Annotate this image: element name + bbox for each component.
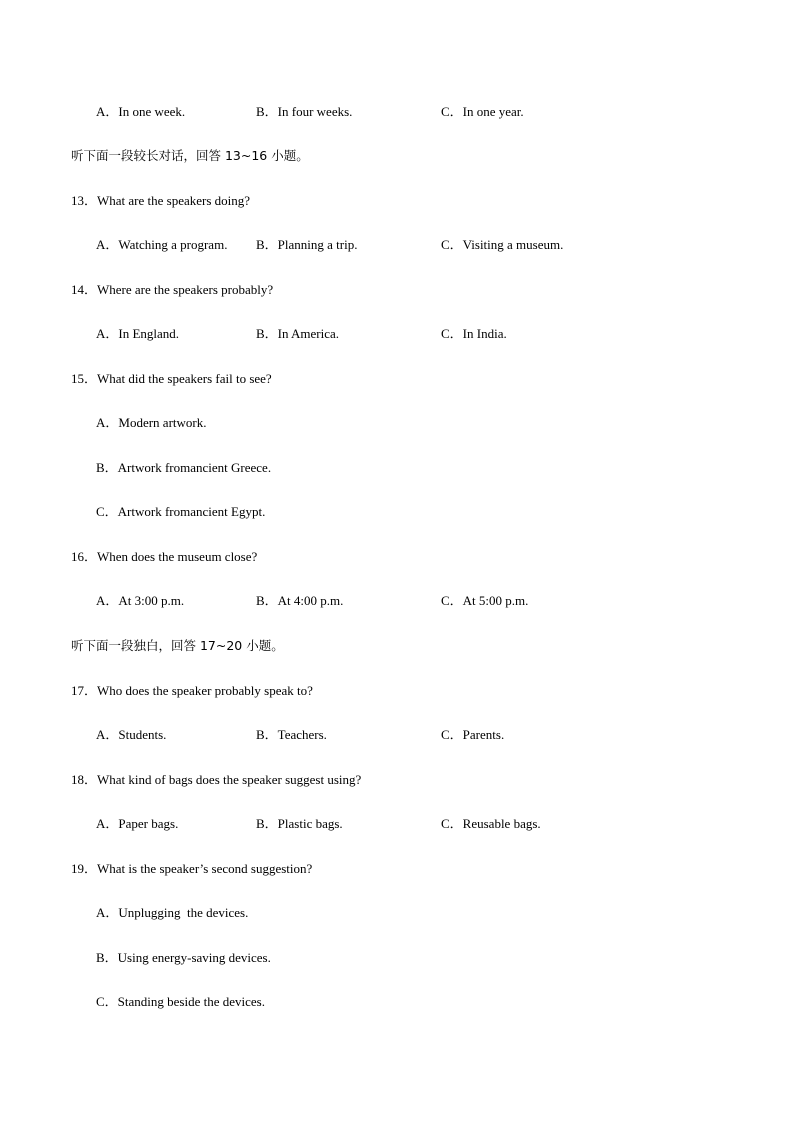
option-b: B．In America. <box>256 326 340 341</box>
option-a: A．Paper bags. <box>96 816 179 831</box>
question-17: 17．Who does the speaker probably speak to? <box>71 683 313 698</box>
question-18: 18．What kind of bags does the speaker suggest using? <box>71 772 362 787</box>
options-row-q14 <box>0 324 794 344</box>
option-c: C．In India. <box>441 326 507 341</box>
option-b: B．Plastic bags. <box>256 816 343 831</box>
options-row-q13 <box>0 235 794 255</box>
option-b: B．Planning a trip. <box>256 237 358 252</box>
question-16: 16．When does the museum close? <box>71 549 258 564</box>
question-13: 13．What are the speakers doing? <box>71 193 251 208</box>
option-b: B．Using energy-saving devices. <box>96 950 271 965</box>
section-heading-13-16: 听下面一段较长对话，回答 13~16 小题。 <box>71 148 309 163</box>
options-row-q12 <box>0 102 794 122</box>
option-b: B．At 4:00 p.m. <box>256 593 344 608</box>
option-c: C．In one year. <box>441 104 524 119</box>
option-c: C．Artwork fromancient Egypt. <box>96 504 266 519</box>
option-c: C．Parents. <box>441 727 505 742</box>
option-a: A．In England. <box>96 326 180 341</box>
option-b: B．In four weeks. <box>256 104 353 119</box>
option-a: A．Students. <box>96 727 167 742</box>
option-a: A．At 3:00 p.m. <box>96 593 185 608</box>
options-row-q17 <box>0 725 794 745</box>
question-15: 15．What did the speakers fail to see? <box>71 371 272 386</box>
section-heading-17-20: 听下面一段独白，回答 17~20 小题。 <box>71 638 284 653</box>
options-row-q18 <box>0 814 794 834</box>
option-a: A．Modern artwork. <box>96 415 207 430</box>
question-19: 19．What is the speaker’s second suggestion? <box>71 861 313 876</box>
options-row-q16 <box>0 591 794 611</box>
option-c: C．Standing beside the devices. <box>96 994 265 1009</box>
option-a: A．Watching a program. <box>96 237 228 252</box>
option-c: C．Visiting a museum. <box>441 237 564 252</box>
option-a: A．In one week. <box>96 104 186 119</box>
option-c: C．Reusable bags. <box>441 816 541 831</box>
option-a: A．Unplugging the devices. <box>96 905 249 920</box>
question-14: 14．Where are the speakers probably? <box>71 282 274 297</box>
option-b: B．Teachers. <box>256 727 327 742</box>
option-c: C．At 5:00 p.m. <box>441 593 529 608</box>
option-b: B．Artwork fromancient Greece. <box>96 460 272 475</box>
